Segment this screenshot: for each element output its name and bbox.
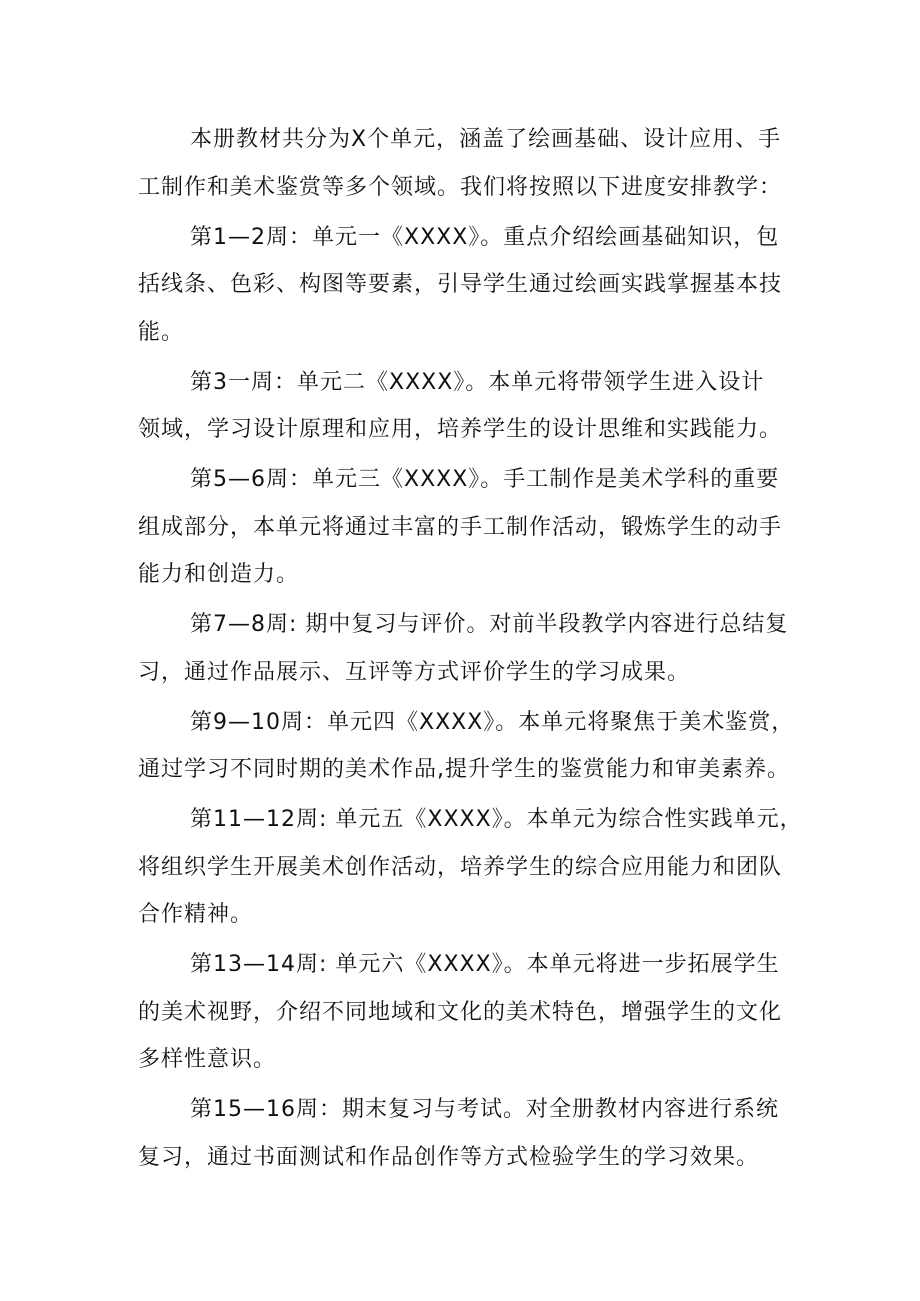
text-line: 合作精神。 xyxy=(138,902,254,927)
text-line: 括线条、色彩、构图等要素，引导学生通过绘画实践掌握基本技 xyxy=(138,272,783,297)
text-line: 复习，通过书面测试和作品创作等方式检验学生的学习效果。 xyxy=(138,1144,760,1170)
text-line: 第7—8周: 期中复习与评价。对前半段教学内容进行总结复 xyxy=(190,612,789,637)
text-line: 第1—2周：单元一《XXXX》。重点介绍绘画基础知识，包 xyxy=(190,224,780,250)
text-line: 通过学习不同时期的美术作品,提升学生的鉴赏能力和审美素养。 xyxy=(138,757,790,782)
text-line: 本册教材共分为X个单元，涵盖了绘画基础、设计应用、手 xyxy=(190,127,782,152)
text-line: 工制作和美术鉴赏等多个领域。我们将按照以下进度安排教学： xyxy=(138,174,783,200)
paragraph-week-5-6 xyxy=(138,456,798,599)
paragraph-week-15-16 xyxy=(138,1086,798,1181)
paragraph-week-3 xyxy=(138,359,798,454)
text-line: 组成部分，本单元将通过丰富的手工制作活动，锻炼学生的动手 xyxy=(138,514,783,540)
text-line: 能。 xyxy=(138,319,185,345)
paragraph-week-11-12 xyxy=(138,796,803,939)
document-body xyxy=(138,116,803,1184)
paragraph-week-1-2 xyxy=(138,214,798,357)
text-line: 第3一周：单元二《XXXX》。本单元将带领学生进入设计 xyxy=(190,369,765,395)
paragraph-intro xyxy=(138,116,798,211)
text-line: 能力和创造力。 xyxy=(138,562,300,587)
paragraph-week-13-14 xyxy=(138,941,798,1084)
text-line: 领域，学习设计原理和应用，培养学生的设计思维和实践能力。 xyxy=(138,417,783,442)
paragraph-week-7-8 xyxy=(138,601,798,696)
text-line: 第9—10周：单元四《XXXX》。本单元将聚焦于美术鉴赏， xyxy=(190,709,795,735)
text-line: 习，通过作品展示、互评等方式评价学生的学习成果。 xyxy=(138,659,691,685)
text-line: 多样性意识。 xyxy=(138,1047,277,1072)
paragraph-week-9-10 xyxy=(138,699,798,794)
text-line: 第11—12周: 单元五《XXXX》。本单元为综合性实践单元， xyxy=(190,807,803,832)
text-line: 第15—16周：期末复习与考试。对全册教材内容进行系统 xyxy=(190,1097,779,1122)
text-line: 第13—14周: 单元六《XXXX》。本单元将进一步拓展学生 xyxy=(190,952,780,977)
text-line: 第5—6周：单元三《XXXX》。手工制作是美术学科的重要 xyxy=(190,467,780,492)
text-line: 的美术视野，介绍不同地域和文化的美术特色，增强学生的文化 xyxy=(138,999,783,1025)
text-line: 将组织学生开展美术创作活动，培养学生的综合应用能力和团队 xyxy=(138,854,783,880)
